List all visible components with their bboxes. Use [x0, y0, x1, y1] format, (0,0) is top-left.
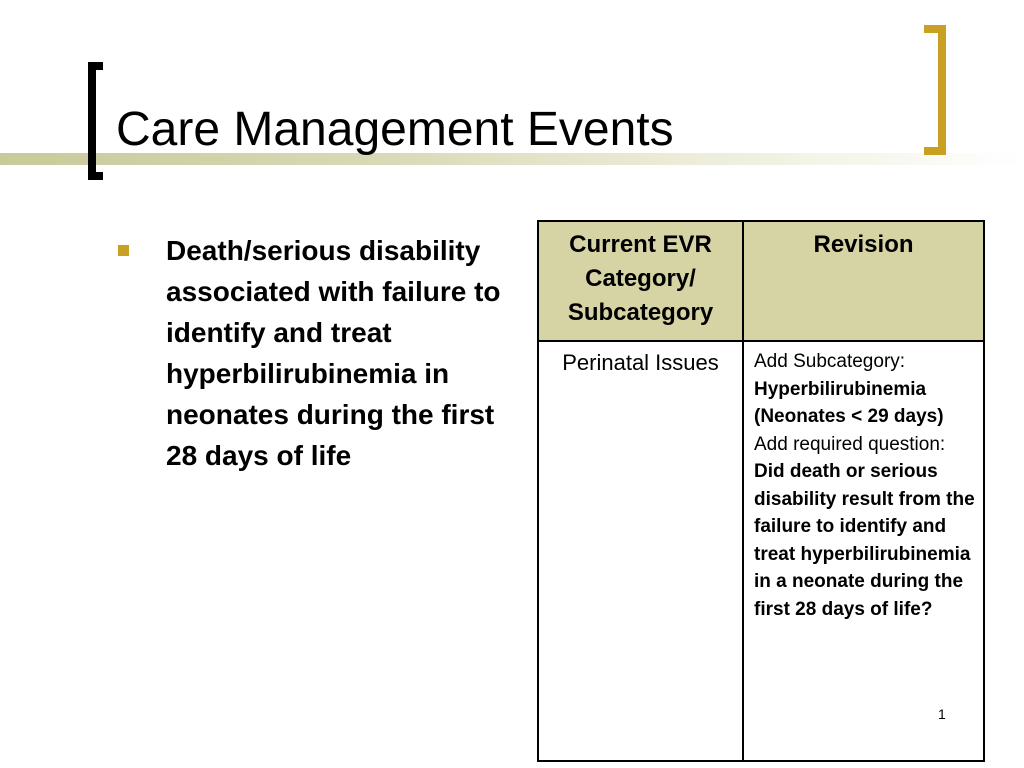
table-header-row	[538, 221, 984, 341]
evr-table	[537, 220, 985, 762]
bullet-item	[118, 230, 518, 476]
left-bracket-decoration	[88, 62, 103, 180]
right-bracket-decoration	[924, 25, 946, 155]
slide-title: Care Management Events	[116, 103, 674, 156]
revision-question-text: Did death or serious disability result from the failure to identify and treat hyperbilirubinemia in a neonate during the first 28 days of life?	[754, 461, 975, 620]
revision-add-question: Add required question:	[754, 433, 946, 455]
bullet-text: Death/serious disability associated with failure to identify and treat hyperbilirubinemia in neonates during the first 28 days of life	[166, 235, 501, 471]
table-row	[538, 341, 984, 761]
header-current-category: Current EVR Category/ Subcategory	[538, 221, 743, 341]
square-bullet-icon	[118, 245, 129, 256]
revision-add-subcategory: Add Subcategory:	[754, 351, 906, 372]
cell-category: Perinatal Issues	[538, 341, 743, 761]
revision-subcategory-name: Hyperbilirubinemia (Neonates < 29 days)	[754, 378, 944, 427]
header-revision: Revision	[743, 221, 984, 341]
page-number: 1	[938, 706, 946, 722]
cell-revision	[743, 341, 984, 761]
